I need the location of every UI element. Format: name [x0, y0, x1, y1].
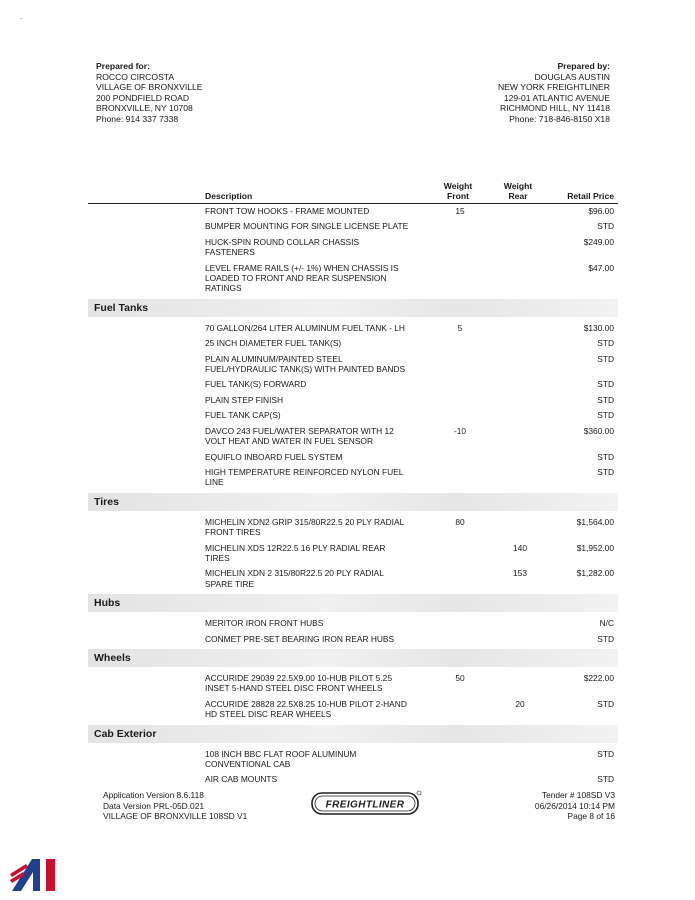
- prepared-by-line: RICHMOND HILL, NY 11418: [499, 103, 610, 113]
- item-description: 25 INCH DIAMETER FUEL TANK(S): [205, 338, 342, 349]
- item-description: DAVCO 243 FUEL/WATER SEPARATOR WITH 12 VOLT HEAT AND WATER IN FUEL SENSOR: [205, 425, 394, 447]
- table-row: [88, 408, 618, 423]
- retail-price: $96.00: [588, 206, 614, 216]
- spec-table: [88, 181, 618, 788]
- table-row: [88, 219, 618, 234]
- table-row: [88, 747, 618, 773]
- data-version: Data Version PRL-05D.021: [103, 800, 205, 811]
- prepared-by-line: DOUGLAS AUSTIN: [534, 71, 610, 82]
- retail-price: STD: [597, 633, 614, 644]
- table-row: [88, 393, 618, 408]
- table-row: [88, 235, 618, 261]
- page-number: Page 8 of 16: [567, 811, 615, 821]
- retail-price: $249.00: [583, 236, 614, 247]
- prepared-for-block: [96, 61, 203, 124]
- header-weight-front-line1: Weight: [443, 181, 473, 191]
- weight-front: 80: [455, 516, 465, 527]
- table-row: [88, 204, 618, 219]
- table-row: [88, 515, 618, 541]
- table-row: [88, 465, 618, 491]
- header-description: Description: [205, 191, 253, 201]
- retail-price: $1,282.00: [576, 568, 614, 579]
- freightliner-logo-text: FREIGHTLINER: [325, 799, 405, 811]
- prepared-by-block: [498, 61, 610, 124]
- item-description: MERITOR IRON FRONT HUBS: [205, 618, 324, 629]
- prepared-for-line: ROCCO CIRCOSTA: [96, 71, 175, 82]
- item-description: PLAIN STEP FINISH: [205, 394, 284, 405]
- retail-price: $1,952.00: [576, 542, 614, 553]
- item-description: MICHELIN XDN2 GRIP 315/80R22.5 20 PLY RADIAL FRONT TIRES: [205, 516, 404, 538]
- application-version: Application Version 8.6.118: [103, 790, 204, 800]
- prepared-for-line: BRONXVILLE, NY 10708: [96, 103, 193, 113]
- item-description: CONMET PRE-SET BEARING IRON REAR HUBS: [205, 633, 395, 644]
- section-header: Cab Exterior: [88, 725, 618, 743]
- item-description: BUMPER MOUNTING FOR SINGLE LICENSE PLATE: [205, 221, 409, 232]
- retail-price: STD: [597, 353, 614, 364]
- table-row: [88, 352, 618, 378]
- header-weight-rear-line1: Weight: [503, 181, 533, 191]
- retail-price: $47.00: [588, 262, 614, 273]
- prepared-by-label: Prepared by:: [557, 61, 610, 71]
- ai-logo: [10, 858, 62, 892]
- weight-front: 15: [455, 206, 465, 216]
- item-description: 70 GALLON/264 LITER ALUMINUM FUEL TANK - LH: [205, 322, 405, 333]
- header-retail-price: Retail Price: [567, 191, 614, 201]
- weight-front: -10: [453, 425, 467, 436]
- retail-price: $1,564.00: [576, 516, 614, 527]
- prepared-for-line: VILLAGE OF BRONXVILLE: [96, 82, 203, 92]
- table-row: [88, 450, 618, 465]
- prepared-for-line: 200 PONDFIELD ROAD: [96, 92, 190, 103]
- section-header: Wheels: [88, 649, 618, 667]
- table-row: [88, 336, 618, 351]
- section-header: Fuel Tanks: [88, 299, 618, 317]
- table-row: [88, 261, 618, 297]
- scan-mark: [20, 18, 22, 19]
- prepared-for-label: Prepared for:: [96, 61, 150, 71]
- retail-price: STD: [597, 774, 614, 785]
- retail-price: $130.00: [583, 322, 614, 333]
- table-row: [88, 377, 618, 392]
- table-row: [88, 541, 618, 567]
- section-header: Hubs: [88, 594, 618, 612]
- item-description: 108 INCH BBC FLAT ROOF ALUMINUM CONVENTIONAL CAB: [205, 748, 357, 769]
- table-row: [88, 697, 618, 723]
- header-weight-rear: [498, 181, 538, 201]
- item-description: PLAIN ALUMINUM/PAINTED STEEL FUEL/HYDRAULIC TANK(S) WITH PAINTED BANDS: [205, 353, 406, 375]
- retail-price: STD: [597, 466, 614, 477]
- item-description: FUEL TANK CAP(S): [205, 410, 281, 421]
- item-description: EQUIFLO INBOARD FUEL SYSTEM: [205, 451, 343, 462]
- table-row: [88, 424, 618, 450]
- table-row: [88, 772, 618, 787]
- table-header: [88, 181, 618, 204]
- item-description: ACCURIDE 28828 22.5X8.25 10-HUB PILOT 2-HAND HD STEEL DISC REAR WHEELS: [205, 698, 407, 720]
- weight-rear: 140: [513, 542, 527, 553]
- prepared-by-line: 129-01 ATLANTIC AVENUE: [503, 92, 610, 103]
- item-description: FRONT TOW HOOKS - FRAME MOUNTED: [205, 206, 370, 216]
- tender-number: Tender # 108SD V3: [541, 790, 615, 800]
- retail-price: STD: [597, 338, 614, 349]
- prepared-by-line: Phone: 718-846-8150 X18: [509, 113, 610, 124]
- footer-right: [535, 790, 615, 822]
- weight-rear: 20: [515, 698, 525, 709]
- table-row: [88, 632, 618, 647]
- prepared-for-line: Phone: 914 337 7338: [96, 113, 179, 124]
- item-description: MICHELIN XDS 12R22.5 16 PLY RADIAL REAR TIRES: [205, 542, 386, 563]
- timestamp: 06/26/2014 10:14 PM: [534, 800, 615, 811]
- retail-price: STD: [597, 451, 614, 462]
- retail-price: STD: [597, 379, 614, 390]
- item-description: AIR CAB MOUNTS: [205, 774, 278, 785]
- retail-price: STD: [597, 698, 614, 709]
- footer-left: [103, 790, 247, 822]
- item-description: HUCK-SPIN ROUND COLLAR CHASSIS FASTENERS: [205, 236, 360, 258]
- header-weight-front-line2: Front: [447, 191, 469, 201]
- document-name: VILLAGE OF BRONXVILLE 108SD V1: [103, 811, 248, 821]
- retail-price: STD: [597, 410, 614, 421]
- item-description: HIGH TEMPERATURE REINFORCED NYLON FUEL LINE: [205, 466, 404, 488]
- retail-price: STD: [597, 394, 614, 405]
- retail-price: N/C: [599, 618, 614, 629]
- table-row: [88, 616, 618, 631]
- table-body: [88, 204, 618, 788]
- freightliner-logo: [310, 790, 422, 816]
- retail-price: STD: [597, 221, 614, 232]
- header-weight-rear-line2: Rear: [508, 191, 528, 201]
- prepared-by-line: NEW YORK FREIGHTLINER: [497, 82, 610, 92]
- item-description: LEVEL FRAME RAILS (+/- 1%) WHEN CHASSIS IS LOADED TO FRONT AND REAR SUSPENSION RATINGS: [205, 262, 399, 294]
- item-description: ACCURIDE 29039 22.5X9.00 10-HUB PILOT 5.25 INSET 5-HAND STEEL DISC FRONT WHEELS: [205, 672, 392, 694]
- weight-rear: 153: [513, 568, 527, 579]
- item-description: FUEL TANK(S) FORWARD: [205, 379, 307, 390]
- retail-price: $222.00: [583, 672, 614, 683]
- section-header: Tires: [88, 493, 618, 511]
- weight-front: 50: [455, 672, 465, 683]
- weight-front: 5: [457, 322, 463, 333]
- retail-price: $360.00: [583, 425, 614, 436]
- header-weight-front: [438, 181, 478, 201]
- retail-price: STD: [597, 748, 614, 759]
- item-description: MICHELIN XDN 2 315/80R22.5 20 PLY RADIAL SPARE TIRE: [205, 568, 384, 589]
- table-row: [88, 566, 618, 592]
- table-row: [88, 321, 618, 336]
- table-row: [88, 671, 618, 697]
